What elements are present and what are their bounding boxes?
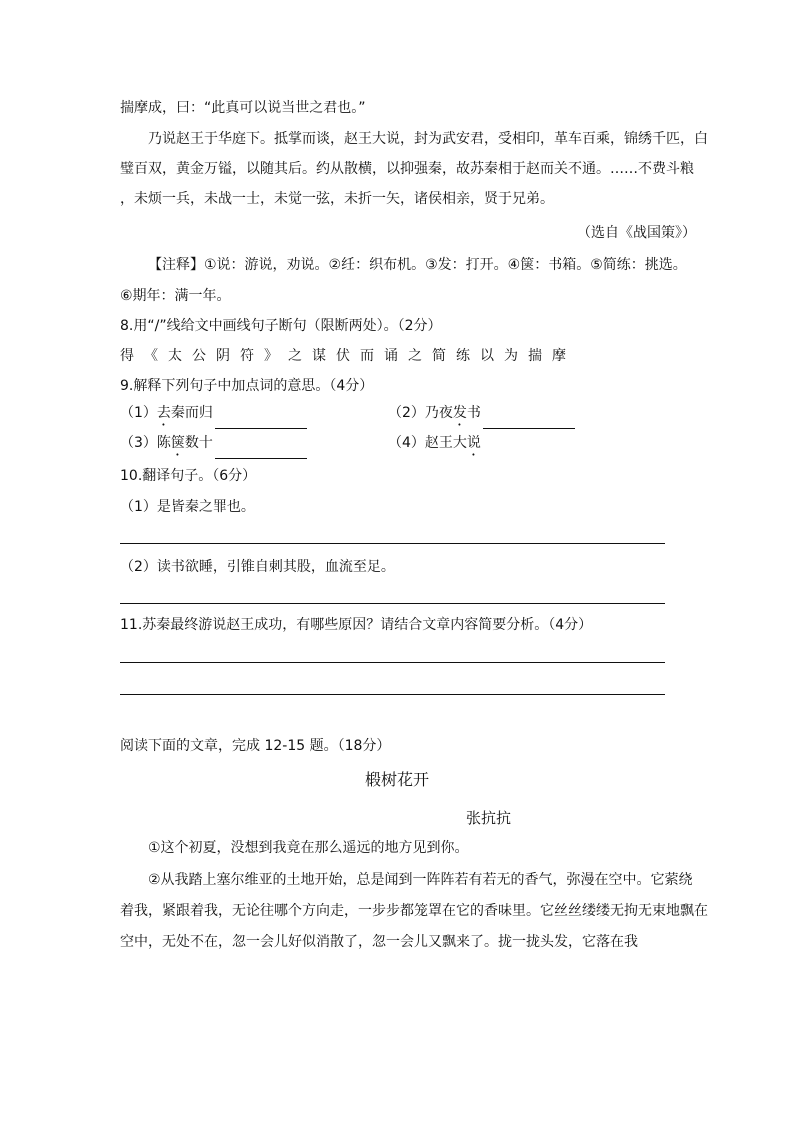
question-9-prompt: 9.解释下列句子中加点词的意思。（4分） <box>120 378 374 394</box>
dotted-word: 发 <box>452 405 467 421</box>
q9-item-4: （4）赵王大说 <box>388 435 481 451</box>
article-author: 张抗抗 <box>466 809 512 827</box>
answer-blank[interactable] <box>215 414 307 429</box>
dotted-word: 箧 <box>170 435 185 451</box>
question-8-sentence: 得《太公阴符》之谋伏而诵之简练以为揣摩 <box>120 348 576 364</box>
notes-line: ⑥期年：满一年。 <box>120 288 231 304</box>
article-paragraph: 着我，紧跟着我，无论往哪个方向走，一步步都笼罩在它的香味里。它丝丝缕缕无拘无束地飘在 <box>120 903 708 919</box>
answer-blank[interactable] <box>215 444 307 459</box>
question-10-sub2: （2）读书欲睡，引锥自刺其股，血流至足。 <box>120 559 395 575</box>
notes-line: 【注释】①说：游说，劝说。②纴：织布机。③发：打开。④箧：书箱。⑤简练：挑选。 <box>148 257 687 273</box>
answer-blank[interactable] <box>483 414 575 429</box>
question-8-prompt: 8.用“/”线给文中画线句子断句（限断两处）。（2分） <box>120 318 442 334</box>
passage-line: 揣摩成，曰：“此真可以说当世之君也。” <box>120 100 366 116</box>
q9-item-2: （2）乃夜发书 <box>388 403 575 429</box>
passage-line: ，未烦一兵，未战一士，未觉一弦，未折一矢，诸侯相亲，贤于兄弟。 <box>120 191 554 207</box>
reading-intro: 阅读下面的文章，完成 12-15 题。（18分） <box>120 738 391 754</box>
answer-line[interactable] <box>120 694 665 695</box>
article-title: 椴树花开 <box>364 770 429 789</box>
dotted-word: 说 <box>466 435 481 451</box>
passage-line: 乃说赵王于华庭下。抵掌而谈，赵王大说，封为武安君，受相印，革车百乘，锦绣千匹，白 <box>148 131 708 147</box>
answer-line[interactable] <box>120 662 665 663</box>
question-11-prompt: 11.苏秦最终游说赵王成功，有哪些原因？请结合文章内容简要分析。（4分） <box>120 617 593 633</box>
passage-line: 璧百双，黄金万镒，以随其后。约从散横，以抑强秦，故苏秦相于赵而关不通。……不费斗粮 <box>120 161 694 177</box>
article-paragraph: ②从我踏上塞尔维亚的土地开始，总是闻到一阵阵若有若无的香气，弥漫在空中。它萦绕 <box>148 872 693 888</box>
q9-item-3: （3）陈箧数十 <box>120 433 307 459</box>
question-10-sub1: （1）是皆秦之罪也。 <box>120 499 255 515</box>
question-10-prompt: 10.翻译句子。（6分） <box>120 468 257 484</box>
source-citation: （选自《战国策》） <box>577 225 696 241</box>
dotted-word: 去 <box>156 405 171 421</box>
article-paragraph: 空中，无处不在，忽一会儿好似消散了，忽一会儿又飘来了。拢一拢头发，它落在我 <box>120 934 638 950</box>
q9-item-1: （1）去秦而归 <box>120 403 307 429</box>
answer-line[interactable] <box>120 603 665 604</box>
article-paragraph: ①这个初夏，没想到我竟在那么遥远的地方见到你。 <box>148 840 469 856</box>
answer-line[interactable] <box>120 543 665 544</box>
